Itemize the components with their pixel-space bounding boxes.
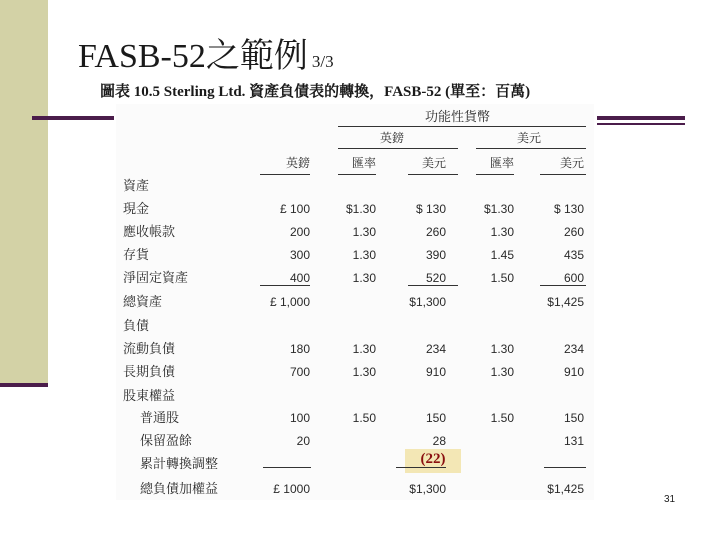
subtotal-rule-gbp [260,285,310,286]
row-label: 總資產 [123,294,163,309]
column-header: 美元 [421,156,446,170]
table-cell: 100 [289,411,310,425]
table-cell: 20 [296,434,310,448]
column-header: 美元 [559,156,584,170]
table-cell: 910 [425,365,446,379]
table-cell: $1.30 [345,202,376,216]
table-cell: £ 100 [279,202,310,216]
row-label: 保留盈餘 [140,433,193,448]
row-label: 普通股 [140,410,180,425]
table-cell: 600 [563,271,584,285]
table-cell: 1.50 [490,411,514,425]
row-label: 累計轉換調整 [140,456,219,471]
page-number: 31 [664,494,676,505]
table-cell: 1.30 [352,271,376,285]
left-decor-band [0,0,48,385]
table-cell: $1,425 [547,295,584,309]
table-cell: 200 [289,225,310,239]
title-rule-right-thin [597,123,685,125]
col-gbp-top-rule [260,174,310,175]
slide-subtitle: 圖表 10.5 Sterling Ltd. 資產負債表的轉換，FASB-52 (單至：百萬) [100,84,531,100]
column-header: 匯率 [351,156,376,170]
table-cell: 700 [289,365,310,379]
table-cell: 910 [563,365,584,379]
title-rule-left [32,116,114,120]
col-rate2-top-rule [476,174,514,175]
table-cell: 234 [563,342,584,356]
table-cell: 435 [563,248,584,262]
table-cell: 180 [289,342,310,356]
table-cell: 520 [425,271,446,285]
adjustment-rule-usd2 [544,467,586,468]
adjustment-rule-usd1 [396,467,446,468]
row-label: 資產 [123,178,150,193]
group-gbp-header: 英鎊 [380,131,405,145]
table-cell: £ 1000 [273,482,310,496]
functional-currency-header: 功能性貨幣 [425,109,491,124]
table-cell: 1.30 [352,342,376,356]
row-label: 長期負債 [123,364,176,379]
table-cell: 1.50 [490,271,514,285]
row-label: 流動負債 [123,341,176,356]
adjustment-rule-gbp [263,467,311,468]
left-decor-line [0,383,48,387]
col-usd2-top-rule [540,174,586,175]
slide-title-text: FASB-52之範例 [78,38,308,75]
table-cell: 400 [289,271,310,285]
table-cell: $1.30 [483,202,514,216]
table-cell: $1,425 [547,482,584,496]
row-label: 總負債加權益 [140,481,219,496]
column-header: 匯率 [489,156,514,170]
slide-title [78,28,334,77]
translation-adjustment-value: (22) [420,451,446,467]
col-usd1-top-rule [408,174,458,175]
table-cell: 150 [425,411,446,425]
table-cell: 300 [289,248,310,262]
table-cell: $1,300 [409,482,446,496]
row-label: 淨固定資產 [123,270,189,285]
table-cell: 260 [425,225,446,239]
table-cell: 131 [563,434,584,448]
row-label: 股東權益 [123,388,176,403]
table-cell: 1.30 [352,365,376,379]
table-cell: 1.30 [490,225,514,239]
table-cell: $ 130 [415,202,446,216]
group-gbp-rule [338,148,458,149]
subtotal-rule-usd2 [540,285,586,286]
title-rule-right [597,116,685,120]
row-label: 負債 [123,318,150,333]
group-usd-rule [476,148,586,149]
table-cell: 390 [425,248,446,262]
table-cell: 1.45 [490,248,514,262]
header-group-rule [338,126,586,127]
table-cell: £ 1,000 [269,295,310,309]
table-cell: 28 [432,434,446,448]
table-cell: 150 [563,411,584,425]
table-cell: $ 130 [553,202,584,216]
row-label: 存貨 [123,247,150,262]
row-label: 現金 [123,201,150,216]
table-cell: 1.30 [490,342,514,356]
group-usd-header: 美元 [517,131,542,145]
column-header: 英鎊 [285,156,310,170]
slide-title-suffix: 3/3 [311,52,334,71]
row-label: 應收帳款 [123,224,176,239]
table-cell: 1.30 [490,365,514,379]
table-cell: 260 [563,225,584,239]
table-cell: 234 [425,342,446,356]
table-cell: 1.30 [352,225,376,239]
table-cell: $1,300 [409,295,446,309]
table-cell: 1.30 [352,248,376,262]
subtotal-rule-usd1 [408,285,458,286]
table-cell: 1.50 [352,411,376,425]
col-rate1-top-rule [338,174,376,175]
